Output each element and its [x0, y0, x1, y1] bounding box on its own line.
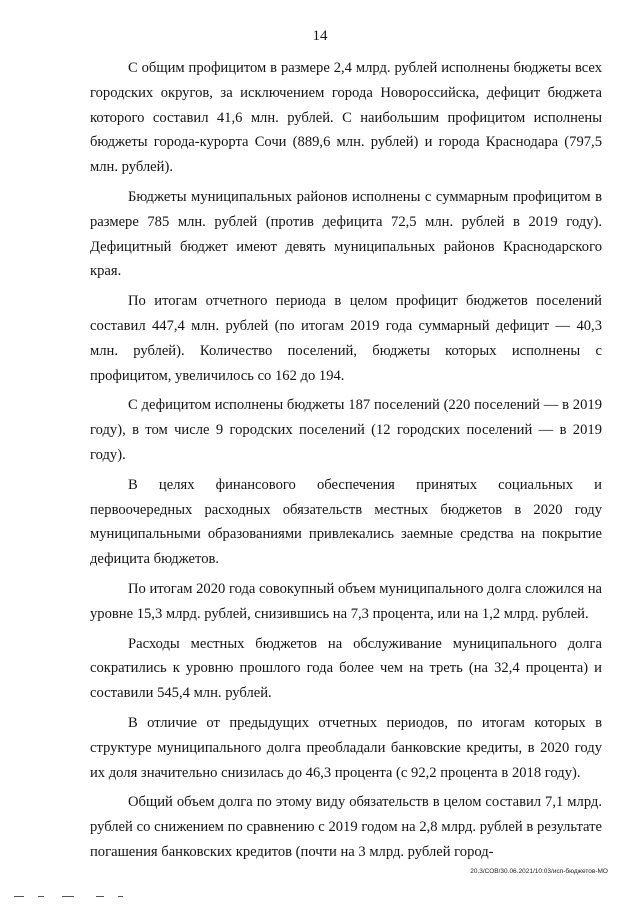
paragraph-5: В целях финансового обеспечения принятых социальных и первоочередных расходных обязательств местных бюджетов в 2020 году муниципальными образованиями привлекались заемные средства на покрытие дефицита бюджетов.: [90, 476, 602, 568]
paragraph-1: С общим профицитом в размере 2,4 млрд. рублей исполнены бюджеты всех городских округов, за исключением города Новороссийска, дефицит бюджета которого составил 41,6 млн. рублей. С наибольшим профицитом исполнены бюджеты города-курорта Сочи (889,6 млн. рублей) и города Краснодара (797,5 млн. рублей).: [90, 60, 602, 176]
paragraph-3: По итогам отчетного периода в целом профицит бюджетов поселений составил 447,4 млн. рублей (по итогам 2019 года суммарный дефицит — 40,3 млн. рублей). Количество поселений, бюджеты которых исполнены с профицитом, увеличилось со 162 до 194.: [90, 293, 602, 384]
paragraph-7: Расходы местных бюджетов на обслуживание муниципального долга сократились к уровню прошлого года более чем на треть (на 32,4 процента) и составили 545,4 млн. рублей.: [90, 635, 602, 702]
document-footer-code: 20.3/СОВ/30.06.2021/10:03/исп-бюджетов-МО: [470, 868, 608, 875]
paragraph-8: В отличие от предыдущих отчетных периодов, по итогам которых в структуре муниципального долга преобладали банковские кредиты, в 2020 году их доля значительно снизилась до 46,3 процента (с 92,2 процента в 2018 году).: [90, 714, 602, 781]
scan-artifact-marks: [0, 893, 640, 899]
paragraph-2: Бюджеты муниципальных районов исполнены с суммарным профицитом в размере 785 млн. рублей (против дефицита 72,5 млн. рублей в 2019 году). Дефицитный бюджет имеют девять муниципальных районов Краснодарского края.: [90, 188, 602, 280]
paragraph-9: Общий объем долга по этому виду обязательств в целом составил 7,1 млрд. рублей со снижением по сравнению с 2019 годом на 2,8 млрд. рублей в результате погашения банковских кредитов (почти на 3 млрд. рублей город-: [90, 794, 602, 860]
document-body: [90, 56, 602, 870]
paragraph-4: С дефицитом исполнены бюджеты 187 поселений (220 поселений — в 2019 году), в том числе 9 городских поселений (12 городских поселений — в 2019 году).: [90, 397, 602, 463]
paragraph-6: По итогам 2020 года совокупный объем муниципального долга сложился на уровне 15,3 млрд. рублей, снизившись на 7,3 процента, или на 1,2 млрд. рублей.: [90, 580, 602, 622]
page-number: 14: [312, 28, 328, 44]
